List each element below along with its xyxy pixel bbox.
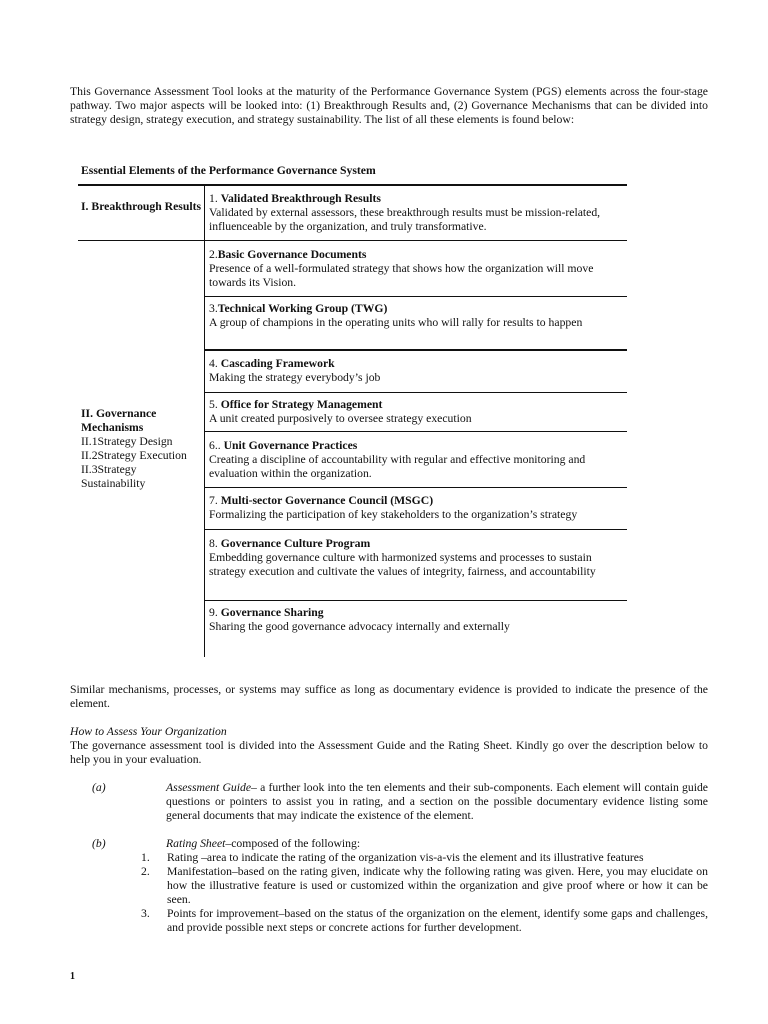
- element-row-3: [209, 302, 624, 330]
- element-number: 2.: [209, 248, 218, 261]
- element-title: Cascading Framework: [220, 357, 335, 370]
- row-divider: [205, 296, 627, 297]
- element-row-8: [209, 537, 624, 579]
- breakthrough-cell: [81, 200, 203, 214]
- list-label: (a): [92, 781, 106, 794]
- element-description: Making the strategy everybody’s job: [209, 371, 381, 384]
- list-item: [141, 907, 708, 935]
- governance-sub-item: II.1Strategy Design: [81, 435, 173, 448]
- item-number: 1.: [141, 851, 150, 864]
- list-term: Assessment Guide: [166, 781, 252, 794]
- element-number: 3.: [209, 302, 218, 315]
- element-title: Basic Governance Documents: [217, 248, 367, 261]
- list-text: – a further look into the ten elements and their sub-components. Each element will contain guide questions or pointers to assist you in rating, and a section on the possible documentary evidence listing some general documents that may indicate the existence of the element.: [166, 781, 708, 822]
- element-description: A group of champions in the operating units who will rally for results to happen: [209, 316, 583, 329]
- governance-sub-item: II.2Strategy Execution: [81, 449, 187, 462]
- row-divider: [205, 600, 627, 601]
- rating-sheet-list: [141, 851, 708, 935]
- item-text: Rating –area to indicate the rating of the organization vis-a-vis the element and its illustrative features: [167, 851, 644, 864]
- item-number: 2.: [141, 865, 150, 878]
- element-row-1: [209, 192, 624, 234]
- list-item: [141, 851, 708, 865]
- howto-heading: How to Assess Your Organization: [70, 725, 227, 738]
- list-item-a: [92, 781, 708, 823]
- element-description: Sharing the good governance advocacy internally and externally: [209, 620, 510, 633]
- element-description: Embedding governance culture with harmonized systems and processes to sustain strategy execution and cultivate the values of integrity, fairness, and accountability: [209, 551, 596, 578]
- similar-paragraph: Similar mechanisms, processes, or systems may suffice as long as documentary evidence is provided to indicate the presence of the element.: [70, 683, 708, 710]
- item-text: Manifestation–based on the rating given, indicate why the following rating was given. Here, you may elucidate on how the illustrative feature is used or customized within the organization and give proof where or how it can be seen.: [167, 865, 708, 906]
- element-number: 8.: [209, 537, 221, 550]
- page-number: 1: [70, 971, 75, 982]
- row-divider: [205, 349, 627, 351]
- element-row-6: [209, 439, 624, 481]
- list-item: [141, 865, 708, 907]
- list-text: –composed of the following:: [225, 837, 361, 850]
- element-title: Governance Culture Program: [220, 537, 371, 550]
- element-title: Governance Sharing: [220, 606, 324, 619]
- row-divider: [78, 240, 627, 241]
- element-description: Validated by external assessors, these breakthrough results must be mission-related, influenceable by the organization, and truly transformative.: [209, 206, 601, 233]
- element-row-9: [209, 606, 624, 634]
- table-top-border: [78, 184, 627, 186]
- element-description: Presence of a well-formulated strategy that shows how the organization will move towards its Vision.: [209, 262, 594, 289]
- element-title: Multi-sector Governance Council (MSGC): [220, 494, 434, 507]
- row-divider: [205, 431, 627, 432]
- governance-sub-item: II.3Strategy Sustainability: [81, 463, 146, 490]
- row-divider: [205, 529, 627, 530]
- element-number: 9.: [209, 606, 221, 619]
- element-row-4: [209, 357, 624, 385]
- row-divider: [205, 487, 627, 488]
- element-title: Technical Working Group (TWG): [217, 302, 388, 315]
- column-divider: [204, 184, 205, 657]
- list-label: (b): [92, 837, 106, 850]
- list-item-b: [92, 837, 708, 851]
- element-number: 5.: [209, 398, 221, 411]
- governance-label: II. Governance Mechanisms: [81, 407, 157, 434]
- governance-cell: [81, 407, 203, 491]
- element-number: 6..: [209, 439, 224, 452]
- element-row-5: [209, 398, 624, 426]
- elements-table: [78, 184, 627, 657]
- element-number: 1.: [209, 192, 221, 205]
- element-title: Unit Governance Practices: [223, 439, 358, 452]
- element-description: Creating a discipline of accountability with regular and effective monitoring and evaluation within the organization.: [209, 453, 586, 480]
- element-title: Office for Strategy Management: [220, 398, 383, 411]
- table-caption: Essential Elements of the Performance Governance System: [81, 164, 376, 177]
- element-row-2: [209, 248, 624, 290]
- howto-paragraph: The governance assessment tool is divided into the Assessment Guide and the Rating Sheet. Kindly go over the description below to help you in your evaluation.: [70, 739, 708, 766]
- element-number: 7.: [209, 494, 221, 507]
- list-term: Rating Sheet: [166, 837, 226, 850]
- item-text: Points for improvement–based on the status of the organization on the element, identify some gaps and challenges, and provide possible next steps or concrete actions for further development.: [167, 907, 708, 934]
- intro-paragraph: This Governance Assessment Tool looks at the maturity of the Performance Governance System (PGS) elements across the four-stage pathway. Two major aspects will be looked into: (1) Breakthrough Results and, (2) Governance Mechanisms that can be divided into strategy design, strategy execution, and strategy sustainability. The list of all these elements is found below:: [70, 85, 708, 126]
- row-divider: [205, 392, 627, 393]
- breakthrough-label: I. Breakthrough Results: [81, 200, 202, 213]
- item-number: 3.: [141, 907, 150, 920]
- element-description: A unit created purposively to oversee strategy execution: [209, 412, 472, 425]
- element-description: Formalizing the participation of key stakeholders to the organization’s strategy: [209, 508, 578, 521]
- element-title: Validated Breakthrough Results: [220, 192, 381, 205]
- element-row-7: [209, 494, 624, 522]
- element-number: 4.: [209, 357, 221, 370]
